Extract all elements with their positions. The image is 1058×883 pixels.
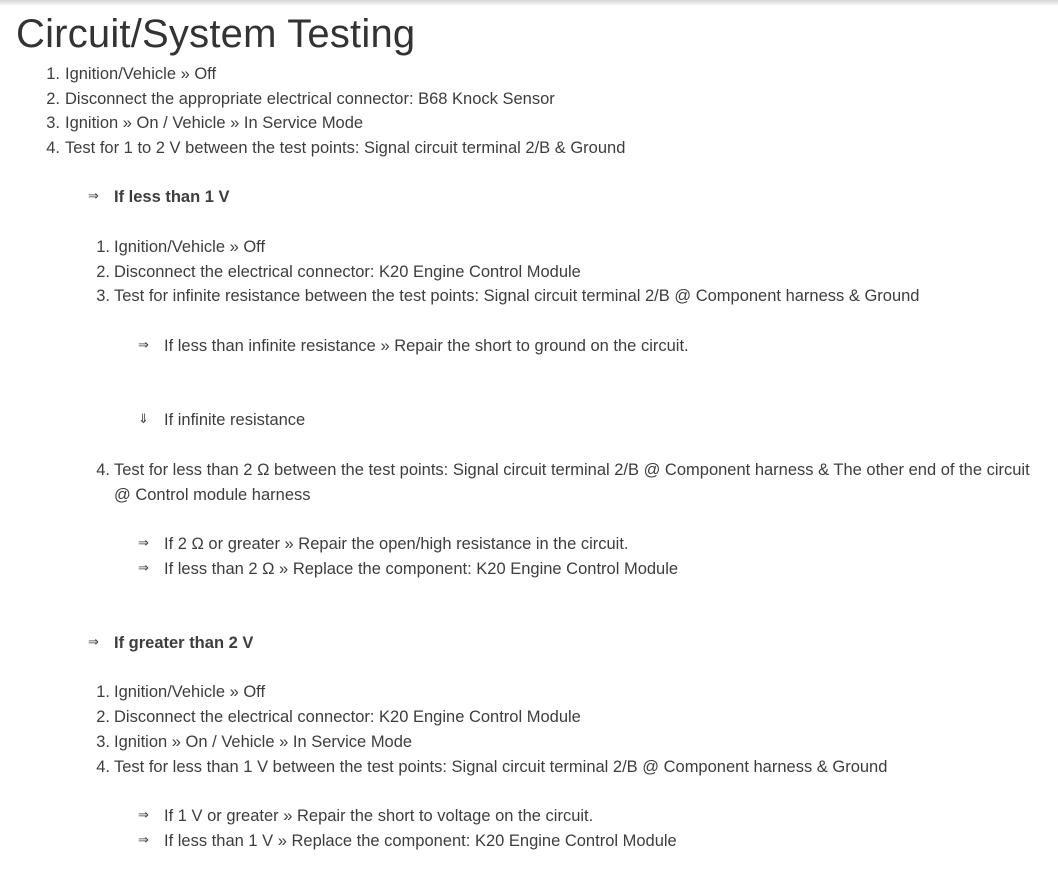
top-shadow	[0, 0, 1058, 6]
step-number: 2.	[46, 90, 60, 108]
step-text: Ignition » On / Vehicle » In Service Mode	[114, 733, 413, 751]
step-text: Ignition/Vehicle » Off	[65, 65, 217, 83]
step-text: Disconnect the electrical connector: K20 Engine Control Module	[114, 263, 581, 281]
step-number: 4.	[46, 139, 60, 157]
branch-heading: If greater than 2 V	[114, 634, 254, 652]
result-text: If less than 2 Ω » Replace the component: K20 Engine Control Module	[164, 560, 679, 578]
step-number: 1.	[46, 65, 60, 83]
step-text: Test for 1 to 2 V between the test points: Signal circuit terminal 2/B & Ground	[65, 139, 626, 157]
step-number: 3.	[96, 287, 110, 305]
step-text: Test for infinite resistance between the test points: Signal circuit terminal 2/B @ Component harness & Ground	[114, 287, 920, 305]
step-text: Disconnect the appropriate electrical connector: B68 Knock Sensor	[65, 90, 555, 108]
result-text: If infinite resistance	[164, 411, 306, 429]
branch-heading: If less than 1 V	[114, 188, 230, 206]
page-title: Circuit/System Testing	[16, 12, 416, 56]
step-number: 4.	[96, 758, 110, 776]
step-number: 2.	[96, 708, 110, 726]
step-text: Ignition » On / Vehicle » In Service Mode	[65, 114, 364, 132]
right-double-arrow-icon: ⇒	[138, 561, 149, 576]
down-double-arrow-icon: ⇓	[138, 412, 149, 427]
step-text: Disconnect the electrical connector: K20 Engine Control Module	[114, 708, 581, 726]
result-text: If less than 1 V » Replace the component: K20 Engine Control Module	[164, 832, 677, 850]
step-number: 2.	[96, 263, 110, 281]
result-text: If less than infinite resistance » Repair the short to ground on the circuit.	[164, 337, 689, 355]
step-number: 1.	[96, 683, 110, 701]
right-double-arrow-icon: ⇒	[138, 833, 149, 848]
right-double-arrow-icon: ⇒	[138, 536, 149, 551]
step-number: 1.	[96, 238, 110, 256]
step-text: Test for less than 2 Ω between the test points: Signal circuit terminal 2/B @ Component harness & The other end of the circuit @ Control module harness	[114, 461, 1030, 504]
step-number: 3.	[96, 733, 110, 751]
right-double-arrow-icon: ⇒	[88, 635, 99, 650]
right-double-arrow-icon: ⇒	[138, 338, 149, 353]
right-double-arrow-icon: ⇒	[88, 189, 99, 204]
right-double-arrow-icon: ⇒	[138, 808, 149, 823]
step-text: Ignition/Vehicle » Off	[114, 683, 266, 701]
step-text: Ignition/Vehicle » Off	[114, 238, 266, 256]
step-number: 4.	[96, 461, 110, 479]
result-text: If 1 V or greater » Repair the short to voltage on the circuit.	[164, 807, 594, 825]
result-text: If 2 Ω or greater » Repair the open/high resistance in the circuit.	[164, 535, 629, 553]
step-text: Test for less than 1 V between the test points: Signal circuit terminal 2/B @ Component harness & Ground	[114, 758, 888, 776]
step-number: 3.	[46, 114, 60, 132]
